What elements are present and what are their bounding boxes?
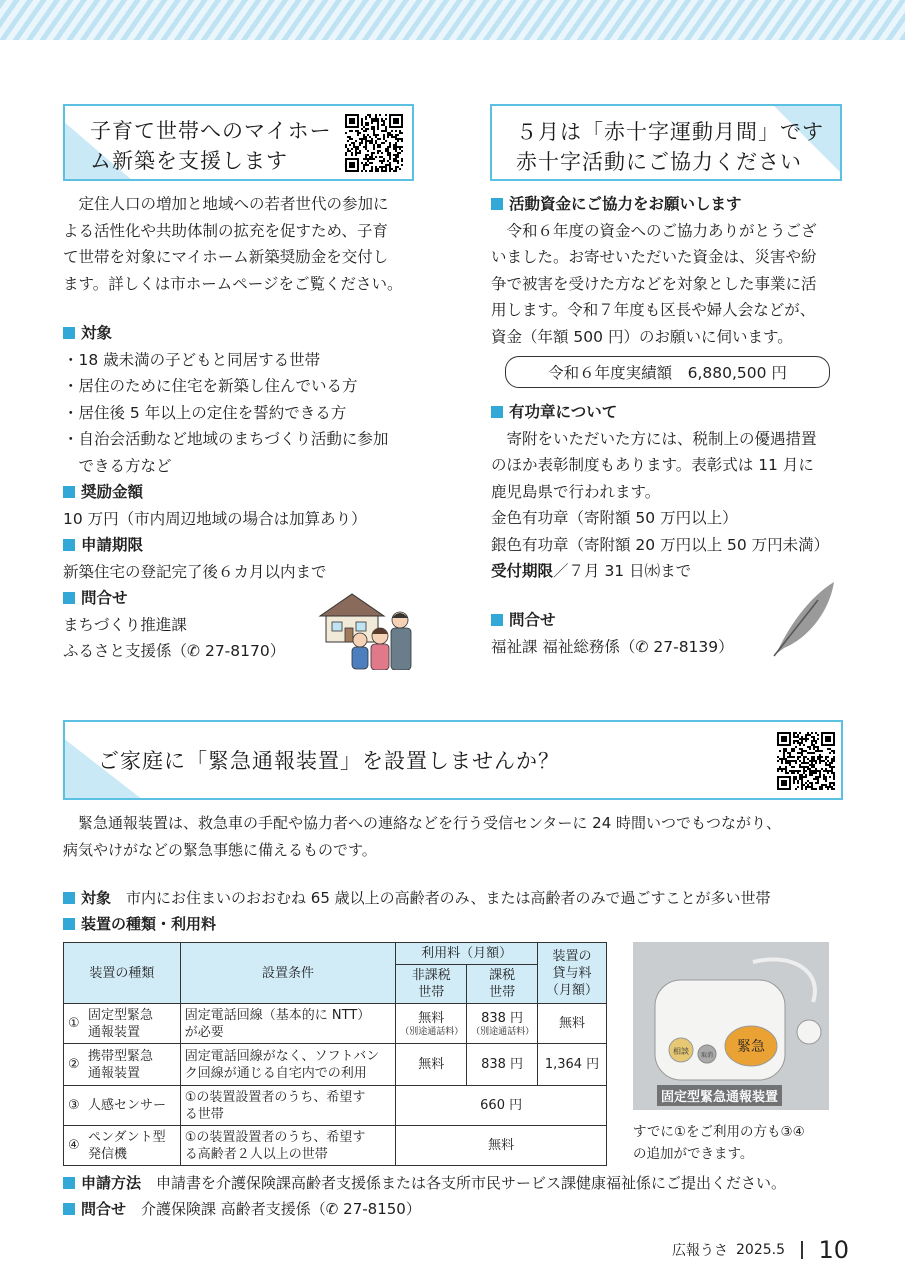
device-fee-table	[63, 942, 607, 1166]
header-fee: 利用料（月額）	[396, 943, 538, 965]
bottom-contact-line: 問合せ 介護保険課 高齢者支援係（✆ 27-8150）	[63, 1196, 421, 1223]
device-label-emergency: 緊急	[737, 1039, 765, 1055]
device-label-cancel: 取消	[700, 1052, 714, 1059]
bottom-target-line: 対象 市内にお住まいのおおむね 65 歳以上の高齢者のみ、または高齢者のみで過ごすことが多い世帯	[63, 885, 771, 912]
bottom-intro: 緊急通報装置は、救急車の手配や協力者への連絡などを行う受信センターに 24 時間いつでもつながり、 病気やけがなどの緊急事態に備えるものです。	[63, 814, 782, 859]
bottom-article-header	[63, 720, 843, 800]
right-article-header	[490, 104, 842, 181]
device-label-consult: 相談	[673, 1047, 689, 1056]
left-article-title: 子育て世帯へのマイホー ム新築を支援します	[90, 119, 332, 173]
footer-divider	[801, 1241, 803, 1259]
left-target-section: 対象 ・18 歳未満の子どもと同居する世帯 ・居住のために住宅を新築し住んでいる方 ・居住後 5 年以上の定住を誓約できる方 ・自治会活動など地域のまちづくり活動に参加 できる方など 奨励金額 10 万円（市内周辺地域の場合は加算あり） 申請期限 新築住宅の登記完了後６カ月以内まで 問合せ まちづくり推進課 ふるさと支援係（✆ 27-8170）	[63, 324, 389, 660]
table-row: ② 携帯型緊急 通報装置 固定電話回線がなく、ソフトバン ク回線が通じる自宅内での利用 無料 838 円 1,364 円	[64, 1044, 607, 1086]
right-funds-section: 活動資金にご協力をお願いします 令和６年度の資金へのご協力ありがとうござ いました。お寄せいただいた資金は、災害や紛 争で被害を受けた方などを対象とした事業に活 用します。令和７年度も区長や婦人会などが、 資金（年額 500 円）のお願いに伺います。	[491, 195, 817, 346]
house-family-illustration	[312, 588, 416, 670]
left-intro: 定住人口の増加と地域への若者世代の参加に よる活性化や共助体制の拡充を促すため、子育 て世帯を対象にマイホーム新築奨励金を交付し ます。詳しくは市ホームページをご覧ください。	[63, 195, 403, 293]
table-row: ① 固定型緊急 通報装置 固定電話回線（基本的に NTT） が必要 無料 （別途通話料） 838 円 （別途通話料） 無料	[64, 1004, 607, 1044]
phone-icon: ✆	[635, 637, 649, 656]
header-nontax: 非課税 世帯	[396, 965, 467, 1004]
photo-caption: 固定型緊急通報装置	[657, 1085, 782, 1106]
photo-note: すでに①をご利用の方も③④ の追加ができます。	[633, 1124, 805, 1162]
phone-icon: ✆	[325, 1200, 339, 1218]
left-article-header	[63, 104, 414, 181]
publication-name: 広報うさ	[672, 1243, 728, 1259]
apply-line: 申請方法 申請書を介護保険課高齢者支援係または各支所市民サービス課健康福祉係にご提出ください。	[63, 1170, 786, 1197]
qr-code-icon[interactable]	[777, 732, 835, 790]
header-condition: 設置条件	[180, 943, 396, 1004]
issue-number: 2025.5	[736, 1242, 785, 1258]
result-amount-pill: 令和６年度実績額 6,880,500 円	[505, 356, 830, 388]
feather-icon	[768, 578, 838, 658]
device-photo	[633, 942, 829, 1110]
page-footer	[672, 1236, 849, 1264]
bottom-article-title: ご家庭に「緊急通報装置」を設置しませんか？	[98, 749, 560, 773]
table-row: ④ ペンダント型 発信機 ①の装置設置者のうち、希望す る高齢者２人以上の世帯 無料	[64, 1126, 607, 1166]
right-contact-section: 問合せ 福祉課 福祉総務係（✆ 27-8139）	[491, 611, 734, 656]
table-row: ③ 人感センサー ①の装置設置者のうち、希望す る世帯 660 円	[64, 1086, 607, 1126]
right-badge-section: 有功章について 寄附をいただいた方には、税制上の優遇措置 のほか表彰制度もあります。表彰式は 11 月に 鹿児島県で行われます。 金色有功章（寄附額 50 万円以上） 銀色有功章（寄附額 20 万円以上 50 万円未満） 受付期限／７月 31 日㈬まで	[491, 403, 830, 580]
header-rent: 装置の 貸与料 （月額）	[538, 943, 607, 1004]
qr-code-icon[interactable]	[345, 114, 403, 172]
page-number: 10	[818, 1236, 850, 1264]
right-article-title: ５月は「赤十字運動月間」です 赤十字活動にご協力ください	[516, 120, 824, 174]
bottom-types-heading: 装置の種類・利用料	[63, 911, 216, 938]
phone-icon: ✆	[187, 642, 201, 660]
header-device-type: 装置の種類	[64, 943, 181, 1004]
header-tax: 課税 世帯	[467, 965, 538, 1004]
top-stripe-banner	[0, 0, 905, 40]
